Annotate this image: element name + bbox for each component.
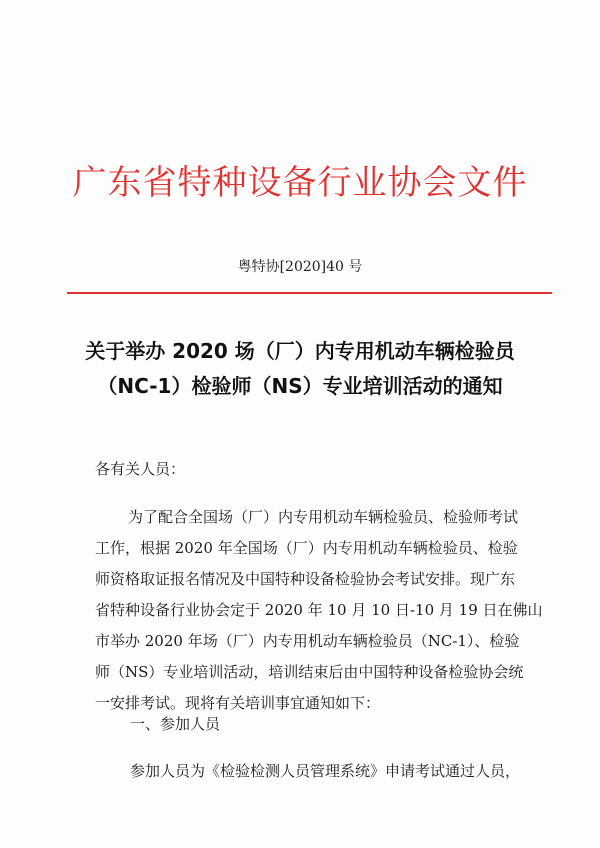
paragraph-line: 省特种设备行业协会定于 2020 年 10 月 10 日-10 月 19 日在佛山 bbox=[95, 601, 543, 619]
paragraph-line: 工作，根据 2020 年全国场（厂）内专用机动车辆检验员、检验 bbox=[95, 539, 518, 557]
section-text: 参加人员为《检验检测人员管理系统》申请考试通过人员， bbox=[130, 762, 521, 780]
header-divider bbox=[67, 292, 552, 294]
paragraph-line: 一安排考试。现将有关培训事宜通知如下： bbox=[95, 694, 381, 712]
paragraph-line: 师资格取证报名情况及中国特种设备检验协会考试安排。现广东 bbox=[95, 570, 516, 588]
notice-title-line-2: （NC-1）检验师（NS）专业培训活动的通知 bbox=[97, 374, 503, 398]
document-number: 粤特协[2020]40 号 bbox=[237, 259, 363, 275]
org-document-title: 广东省特种设备行业协会文件 bbox=[72, 163, 528, 203]
section-heading: 一、参加人员 bbox=[130, 715, 221, 733]
salutation: 各有关人员： bbox=[95, 460, 186, 478]
paragraph-line: 师（NS）专业培训活动，培训结束后由中国特种设备检验协会统 bbox=[95, 663, 524, 681]
paragraph-line: 市举办 2020 年场（厂）内专用机动车辆检验员（NC-1）、检验 bbox=[95, 632, 520, 650]
paragraph-line: 为了配合全国场（厂）内专用机动车辆检验员、检验师考试 bbox=[128, 508, 519, 526]
notice-title-line-1: 关于举办 2020 场（厂）内专用机动车辆检验员 bbox=[85, 339, 515, 363]
